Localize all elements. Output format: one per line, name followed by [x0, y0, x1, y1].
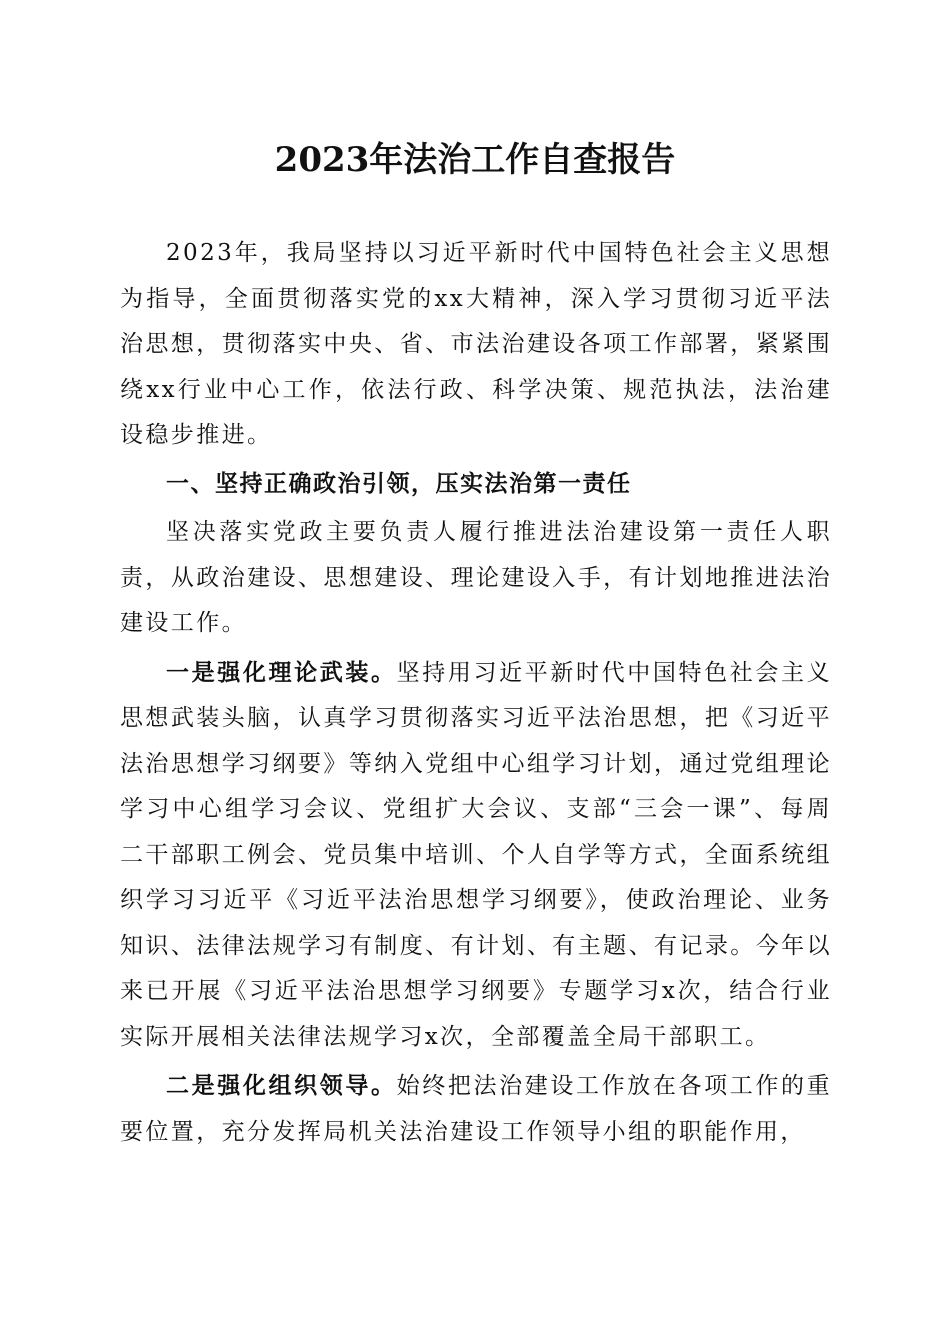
paragraph-text: 坚持用习近平新时代中国特色社会主义思想武装头脑，认真学习贯彻落实习近平法治思想，把《习近平法治思想学习纲要》等纳入党组中心组学习计划，通过党组理论学习中心组学习会议、党组扩大会议、支部“三会一课”、每周二干部职工例会、党员集中培训、个人自学等方式，全面系统组织学习习近平《习近平法治思想学习纲要》，使政治理论、业务知识、法律法规学习有制度、有计划、有主题、有记录。今年以来已开展《习近平法治思想学习纲要》专题学习x次，结合行业实际开展相关法律法规学习x次，全部覆盖全局干部职工。: [120, 659, 832, 1050]
section-heading-1: 一、坚持正确政治引领，压实法治第一责任: [166, 470, 632, 497]
paragraph-intro: [120, 231, 832, 459]
paragraph-text: 始终把法治建设工作放在各项工作的重要位置，充分发挥局机关法治建设工作领导小组的职能作用，: [120, 1073, 832, 1145]
paragraph-theory: [120, 650, 832, 1061]
paragraph-lead: 二是强化组织领导。: [166, 1072, 397, 1099]
document-body: [120, 231, 832, 1158]
paragraph-text: 坚决落实党政主要负责人履行推进法治建设第一责任人职责，从政治建设、思想建设、理论建设入手，有计划地推进法治建设工作。: [120, 519, 832, 636]
paragraph-organization: [120, 1063, 832, 1155]
document-title: 2023年法治工作自查报告: [274, 140, 676, 180]
paragraph-section-1-intro: [120, 510, 832, 647]
paragraph-text: 2023年，我局坚持以习近平新时代中国特色社会主义思想为指导，全面贯彻落实党的xx大精神，深入学习贯彻习近平法治思想，贯彻落实中央、省、市法治建设各项工作部署，紧紧围绕xx行业中心工作，依法行政、科学决策、规范执法，法治建设稳步推进。: [120, 240, 832, 448]
paragraph-lead: 一是强化理论武装。: [166, 658, 397, 686]
